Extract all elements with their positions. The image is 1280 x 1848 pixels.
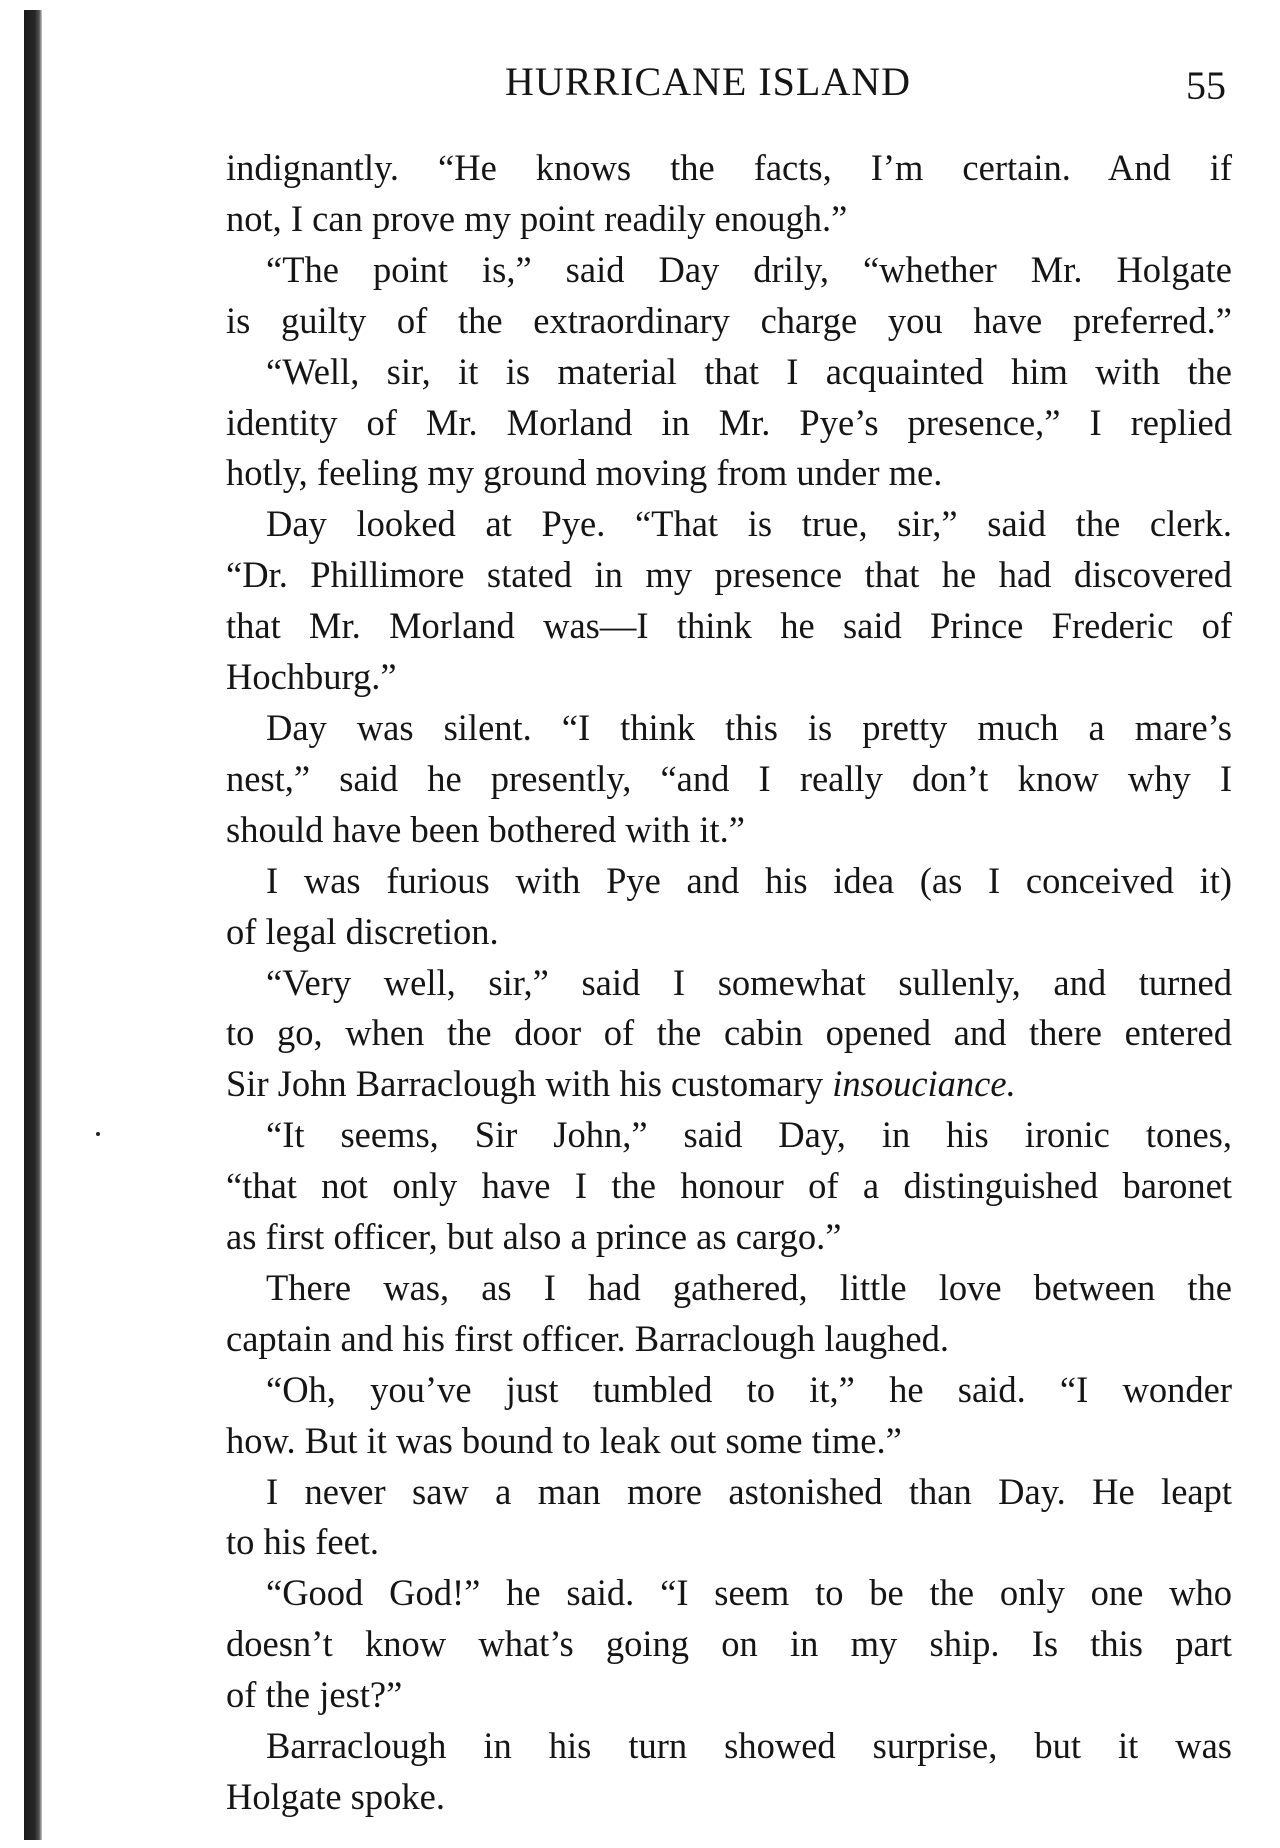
text-run: Sir John Barraclough with his customary bbox=[226, 1063, 833, 1105]
paragraph bbox=[226, 856, 1232, 958]
text-line: of the jest?” bbox=[226, 1674, 403, 1716]
paragraph bbox=[226, 1110, 1232, 1263]
italic-word: insouciance. bbox=[832, 1063, 1016, 1105]
text-line: “It seems, Sir John,” said Day, in his ironic tones, bbox=[266, 1114, 1232, 1156]
paragraph bbox=[226, 245, 1232, 347]
text-line: Day looked at Pye. “That is true, sir,” said the clerk. bbox=[266, 503, 1232, 545]
text-line: “The point is,” said Day drily, “whether Mr. Holgate bbox=[266, 248, 1232, 290]
text-line: doesn’t know what’s going on in my ship. Is this part bbox=[226, 1623, 1232, 1665]
text-line: how. But it was bound to leak out some time.” bbox=[226, 1419, 902, 1461]
text-line: “Good God!” he said. “I seem to be the only one who bbox=[266, 1572, 1232, 1614]
text-line: “Very well, sir,” said I somewhat sullenly, and turned bbox=[266, 961, 1232, 1003]
running-title: HURRICANE ISLAND bbox=[505, 59, 911, 104]
text-line: captain and his first officer. Barraclough laughed. bbox=[226, 1317, 949, 1359]
text-line: “Oh, you’ve just tumbled to it,” he said. “I wonder bbox=[266, 1368, 1232, 1410]
text-line: should have been bothered with it.” bbox=[226, 808, 745, 850]
paragraph bbox=[226, 499, 1232, 703]
paragraph bbox=[226, 1263, 1232, 1365]
text-line: that Mr. Morland was—I think he said Prince Frederic of bbox=[226, 605, 1232, 647]
running-head bbox=[0, 58, 1280, 118]
text-line: of legal discretion. bbox=[226, 910, 499, 952]
text-line: Day was silent. “I think this is pretty much a mare’s bbox=[266, 706, 1232, 748]
text-line: to his feet. bbox=[226, 1521, 380, 1563]
text-line: “that not only have I the honour of a distinguished baronet bbox=[226, 1165, 1232, 1207]
book-spine-shadow bbox=[24, 10, 42, 1840]
text-line: hotly, feeling my ground moving from under me. bbox=[226, 452, 943, 494]
text-line: There was, as I had gathered, little love between the bbox=[266, 1266, 1232, 1308]
text-line: as first officer, but also a prince as cargo.” bbox=[226, 1216, 842, 1258]
paragraph bbox=[226, 347, 1232, 500]
text-line: indignantly. “He knows the facts, I’m certain. And if bbox=[226, 147, 1232, 188]
text-line: is guilty of the extraordinary charge you have preferred.” bbox=[226, 299, 1232, 341]
text-line: identity of Mr. Morland in Mr. Pye’s presence,” I replied bbox=[226, 401, 1232, 443]
paragraph bbox=[226, 1467, 1232, 1569]
text-line: to go, when the door of the cabin opened and there entered bbox=[226, 1012, 1232, 1054]
paragraph bbox=[226, 703, 1232, 856]
text-line: not, I can prove my point readily enough.” bbox=[226, 197, 848, 239]
text-line: nest,” said he presently, “and I really don’t know why I bbox=[226, 757, 1232, 799]
page-number: 55 bbox=[1186, 63, 1226, 108]
text-line: I never saw a man more astonished than Day. He leapt bbox=[266, 1470, 1232, 1512]
paragraph bbox=[226, 958, 1232, 1111]
text-line bbox=[226, 1059, 1232, 1110]
paragraph bbox=[226, 1568, 1232, 1721]
text-line: Holgate spoke. bbox=[226, 1776, 445, 1817]
text-line: Hochburg.” bbox=[226, 656, 397, 698]
paragraph bbox=[226, 1721, 1232, 1823]
text-line: I was furious with Pye and his idea (as I conceived it) bbox=[266, 859, 1232, 901]
paragraph bbox=[226, 1365, 1232, 1467]
text-line: Barraclough in his turn showed surprise, but it was bbox=[266, 1725, 1232, 1767]
print-speck bbox=[96, 1132, 100, 1136]
text-line: “Well, sir, it is material that I acquainted him with the bbox=[266, 350, 1232, 392]
text-line: “Dr. Phillimore stated in my presence that he had discovered bbox=[226, 554, 1232, 596]
paragraph bbox=[226, 143, 1232, 245]
body-text bbox=[226, 143, 1232, 1823]
